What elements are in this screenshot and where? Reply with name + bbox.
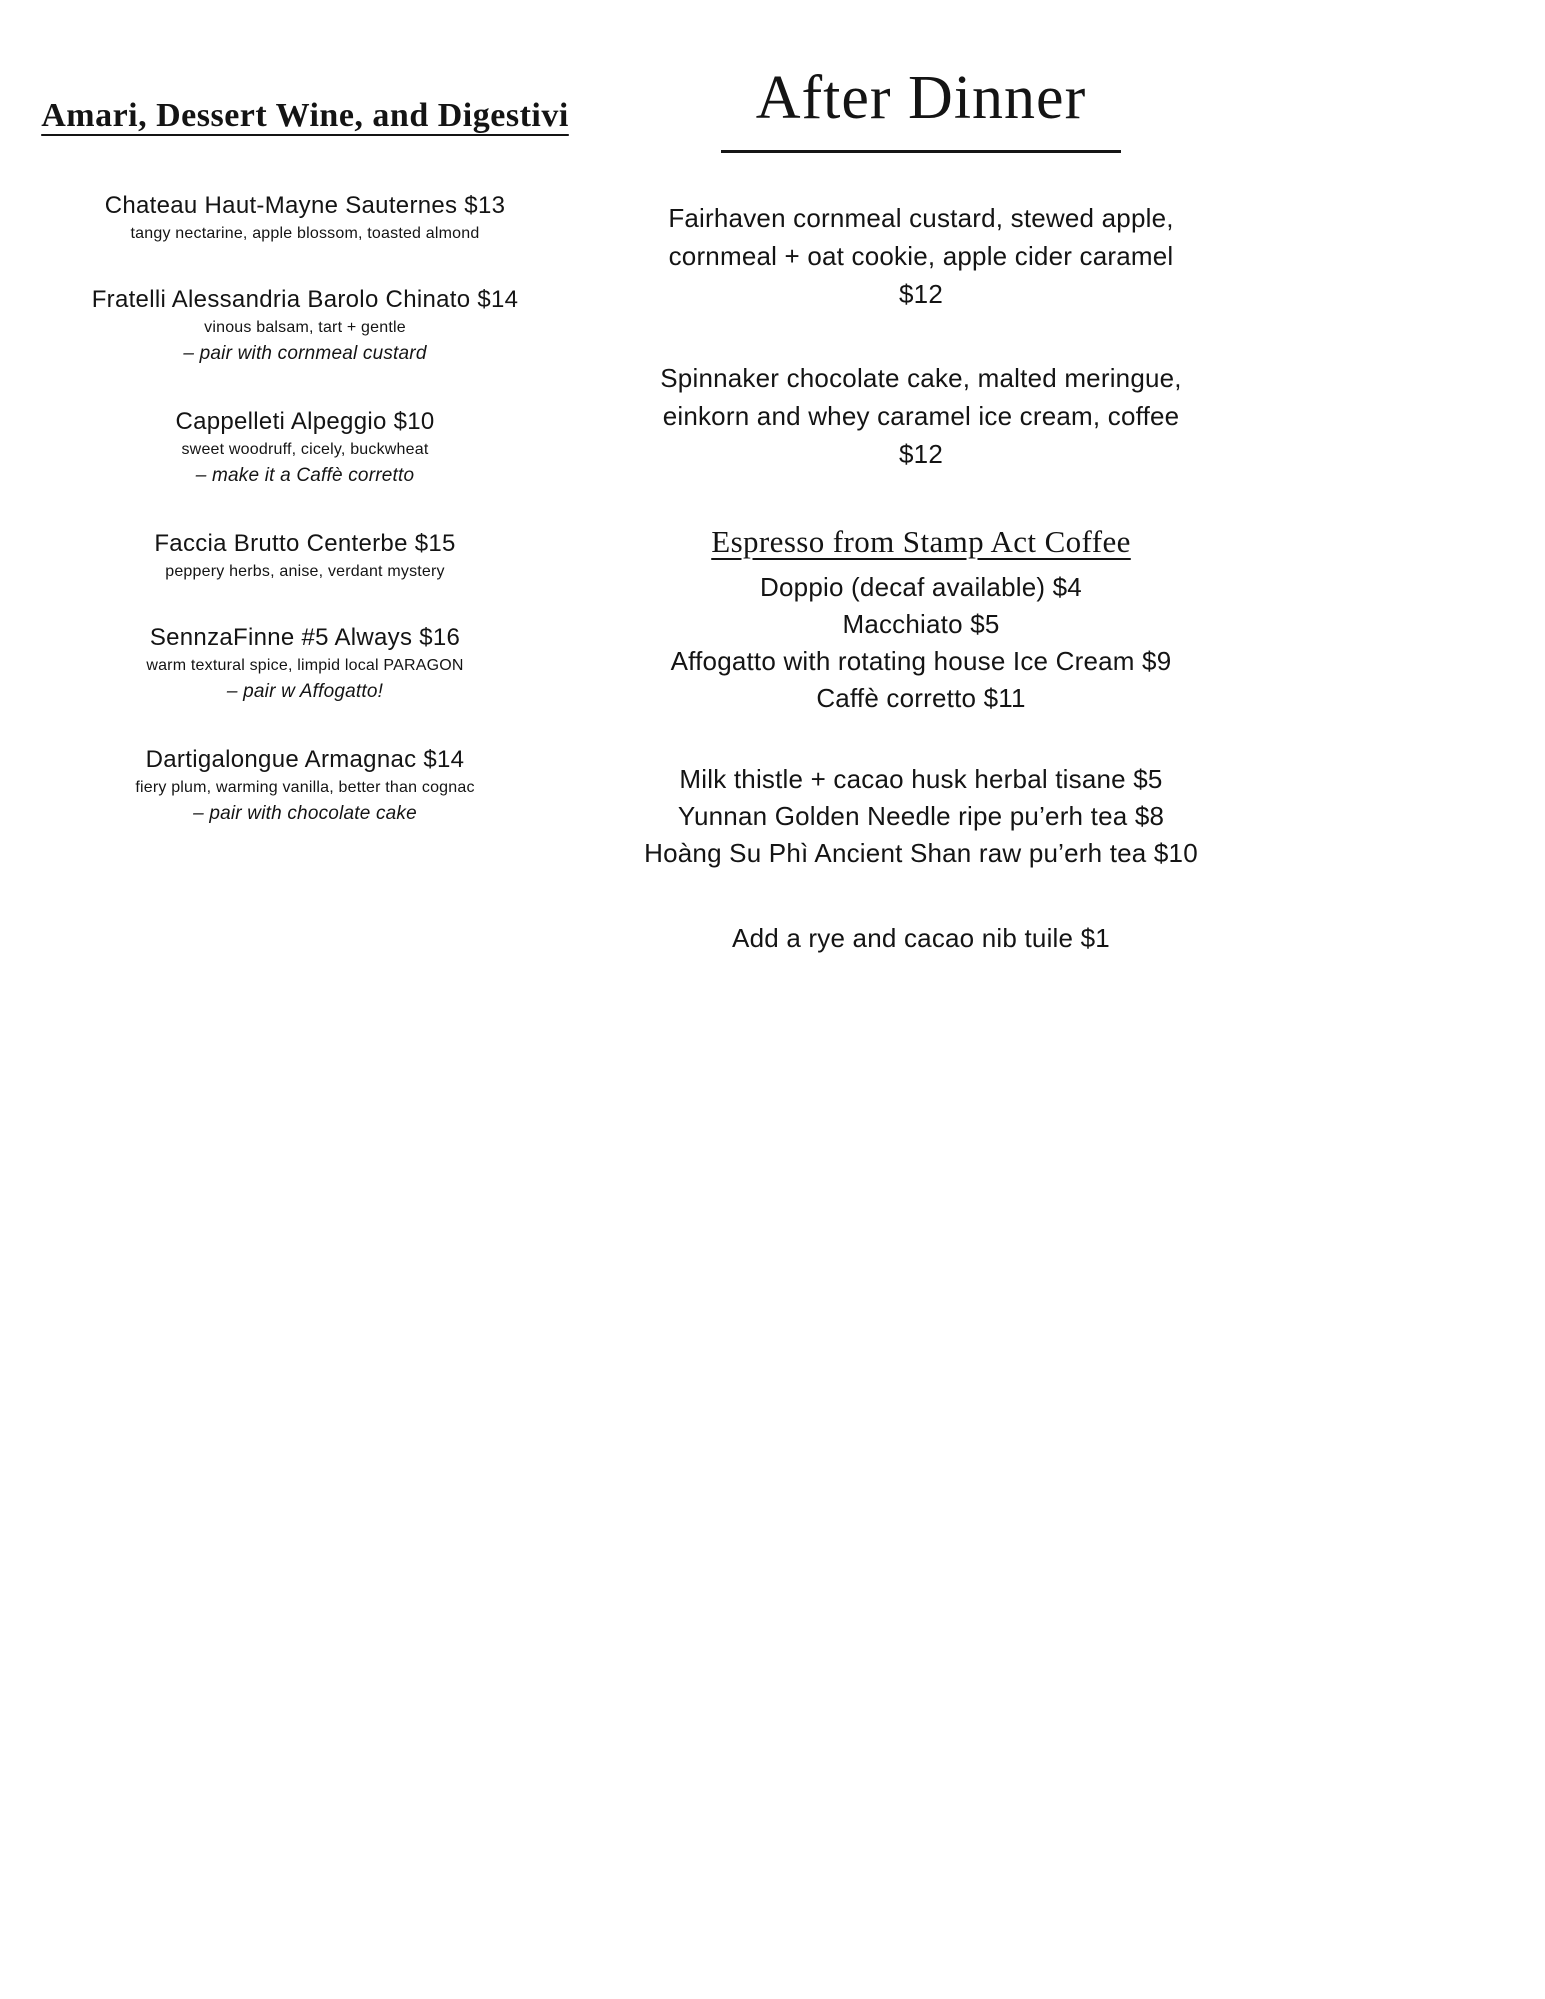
menu-item	[35, 285, 575, 365]
menu-item-name: Dartigalongue Armagnac $14	[145, 746, 465, 773]
menu-item-name: Chateau Haut-Mayne Sauternes $13	[104, 192, 506, 219]
menu-item	[35, 623, 575, 703]
dessert-text: Fairhaven cornmeal custard, stewed apple, cornmeal + oat cookie, apple cider caramel	[668, 203, 1174, 271]
tea-item: Milk thistle + cacao husk herbal tisane $5	[679, 764, 1163, 794]
espresso-section-title: Espresso from Stamp Act Coffee	[711, 524, 1131, 559]
menu-item-name: Cappelleti Alpeggio $10	[175, 408, 435, 435]
menu-item-description: warm textural spice, limpid local PARAGON	[146, 657, 464, 674]
amari-section	[35, 0, 575, 867]
dessert-price: $12	[899, 279, 943, 309]
menu-item-description: sweet woodruff, cicely, buckwheat	[181, 441, 429, 458]
dessert-item	[625, 199, 1217, 313]
tea-item: Yunnan Golden Needle ripe pu’erh tea $8	[677, 801, 1165, 831]
dessert-price: $12	[899, 439, 943, 469]
espresso-item: Caffè corretto $11	[816, 683, 1026, 713]
dessert-text: Spinnaker chocolate cake, malted meringue, einkorn and whey caramel ice cream, coffee	[660, 363, 1182, 431]
menu-item-description: tangy nectarine, apple blossom, toasted almond	[130, 225, 480, 242]
pairing-note: – pair w Affogatto!	[226, 681, 384, 702]
menu-item	[35, 191, 575, 243]
dessert-item	[625, 359, 1217, 473]
title-underline-rule	[721, 150, 1121, 153]
espresso-item: Doppio (decaf available) $4	[760, 572, 1082, 602]
menu-item-name: Fratelli Alessandria Barolo Chinato $14	[91, 286, 519, 313]
menu-item-name: Faccia Brutto Centerbe $15	[154, 530, 456, 557]
espresso-item: Affogatto with rotating house Ice Cream $9	[670, 646, 1172, 676]
menu-item	[35, 529, 575, 581]
menu-item-name: SennzaFinne #5 Always $16	[149, 624, 461, 651]
amari-section-title: Amari, Dessert Wine, and Digestivi	[41, 97, 569, 134]
menu-item-description: fiery plum, warming vanilla, better than cognac	[135, 779, 475, 796]
after-dinner-title: After Dinner	[755, 64, 1087, 132]
addon-item: Add a rye and cacao nib tuile $1	[732, 923, 1110, 953]
menu-item	[35, 407, 575, 487]
after-dinner-section	[625, 0, 1217, 957]
espresso-item: Macchiato $5	[842, 609, 1000, 639]
pairing-note: – make it a Caffè corretto	[195, 465, 415, 486]
tea-item: Hoàng Su Phì Ancient Shan raw pu’erh tea $10	[644, 838, 1198, 868]
menu-item	[35, 745, 575, 825]
menu-item-description: vinous balsam, tart + gentle	[204, 319, 406, 336]
pairing-note: – pair with cornmeal custard	[183, 343, 427, 364]
menu-item-description: peppery herbs, anise, verdant mystery	[165, 563, 445, 580]
tea-list	[625, 761, 1217, 872]
pairing-note: – pair with chocolate cake	[193, 803, 417, 824]
